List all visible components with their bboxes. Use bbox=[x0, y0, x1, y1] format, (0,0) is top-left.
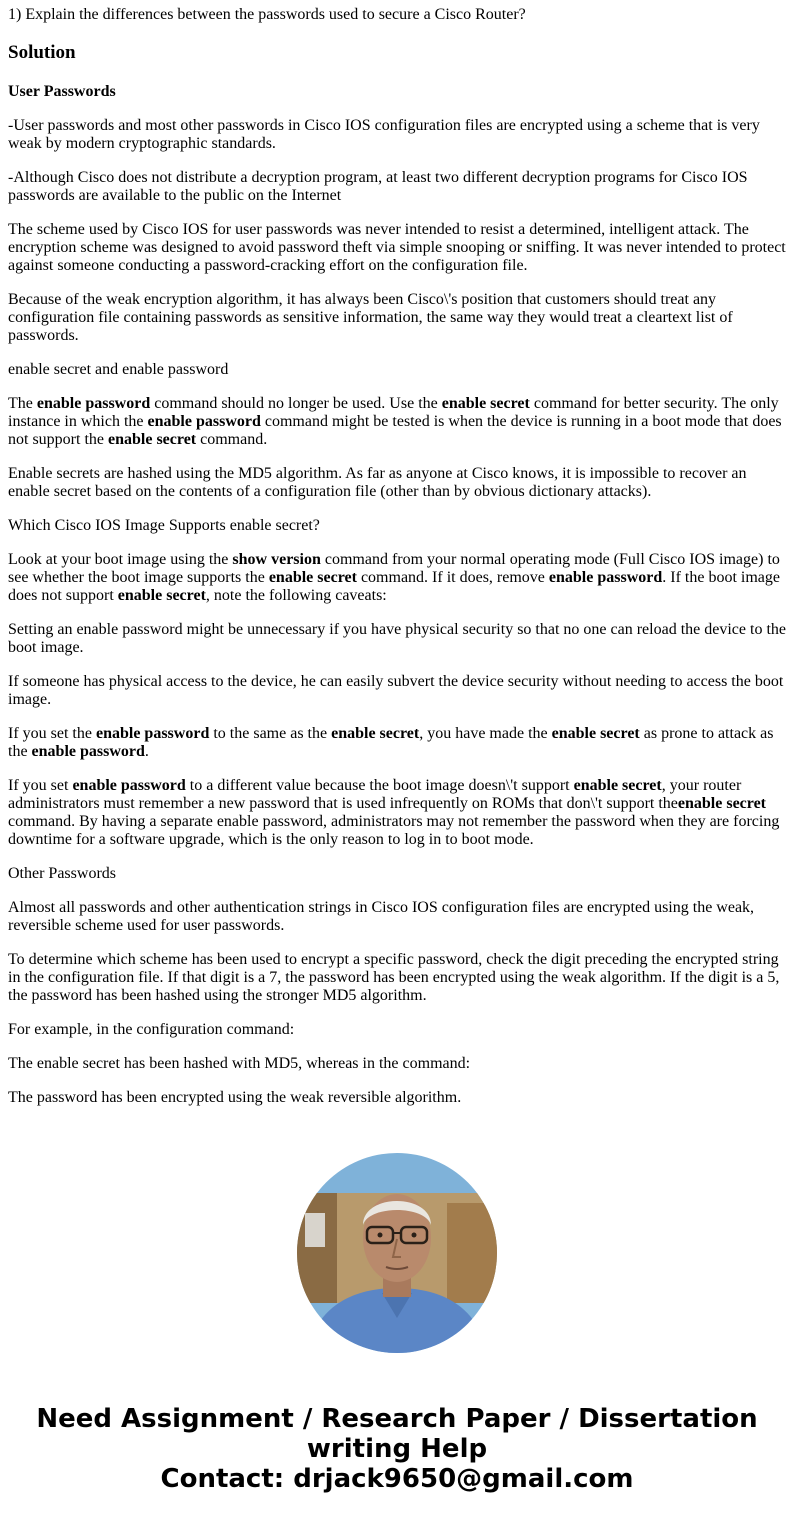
solution-heading: Solution bbox=[8, 42, 76, 63]
paragraph-enable-password-usage: The enable password command should no longer be used. Use the enable secret command for better security. The only instance in which the enable password command might be tested is when the device is running in a boot mode that does not support the enable secret command. bbox=[8, 395, 782, 448]
wall-switch bbox=[305, 1213, 325, 1247]
paragraph-show-version: Look at your boot image using the show version command from your normal operating mode (Full Cisco IOS image) to see whether the boot image supports the enable secret command. If it does, remove enable password. If the boot image does not support enable secret, note the following caveats: bbox=[8, 551, 781, 604]
promo-line-1: Need Assignment / Research Paper / Dissertation bbox=[36, 1404, 758, 1434]
other-passwords-heading: Other Passwords bbox=[8, 865, 116, 882]
promo-line-2: writing Help bbox=[306, 1434, 488, 1464]
paragraph-physical-security: Setting an enable password might be unnecessary if you have physical security so that no one can reload the device to the boot image. bbox=[8, 621, 786, 656]
author-avatar bbox=[297, 1153, 497, 1353]
paragraph-weak-encryption: -User passwords and most other passwords in Cisco IOS configuration files are encrypted using a scheme that is very weak by modern cryptographic standards. bbox=[8, 117, 760, 152]
paragraph-different-password: If you set enable password to a different value because the boot image doesn\'t support enable secret, your router administrators must remember a new password that is used infrequently on ROMs that don\'t support theenable secret command. By having a separate enable password, administrators may not remember the password when they are forcing downtime for a software upgrade, which is the only reason to log in to boot mode. bbox=[8, 777, 780, 848]
paragraph-decryption-programs: -Although Cisco does not distribute a decryption program, at least two different decryption programs for Cisco IOS passwords are available to the public on the Internet bbox=[8, 169, 748, 204]
enable-section-heading: enable secret and enable password bbox=[8, 361, 229, 378]
paragraph-same-password: If you set the enable password to the same as the enable secret, you have made the enable secret as prone to attack as the enable password. bbox=[8, 725, 774, 760]
article bbox=[8, 6, 788, 1123]
promo-contact: Contact: drjack9650@gmail.com bbox=[160, 1464, 634, 1494]
paragraph-other-passwords: Almost all passwords and other authentication strings in Cisco IOS configuration files are encrypted using the weak, reversible scheme used for user passwords. bbox=[8, 899, 755, 934]
paragraph-weak-example: The password has been encrypted using the weak reversible algorithm. bbox=[8, 1089, 462, 1106]
user-passwords-heading: User Passwords bbox=[8, 83, 116, 100]
background-door bbox=[297, 1193, 337, 1303]
right-eye bbox=[412, 1233, 417, 1238]
paragraph-digit-scheme: To determine which scheme has been used to encrypt a specific password, check the digit preceding the encrypted string in the configuration file. If that digit is a 7, the password has been encrypted using the weak algorithm. If the digit is a 5, the password has been hashed using the stronger MD5 algorithm. bbox=[8, 951, 780, 1004]
portrait-photo bbox=[297, 1153, 497, 1353]
paragraph-scheme-intent: The scheme used by Cisco IOS for user passwords was never intended to resist a determined, intelligent attack. The encryption scheme was designed to avoid password theft via simple snooping or sniffing. It was never intended to protect against someone conducting a password-cracking effort on the configuration file. bbox=[8, 221, 786, 274]
left-eye bbox=[378, 1233, 383, 1238]
background-panel bbox=[447, 1203, 497, 1303]
paragraph-sensitive-info: Because of the weak encryption algorithm, it has always been Cisco\'s position that customers should treat any configuration file containing passwords as sensitive information, the same way they would treat a cleartext list of passwords. bbox=[8, 291, 733, 344]
promo-banner bbox=[0, 1404, 794, 1494]
question-text: 1) Explain the differences between the passwords used to secure a Cisco Router? bbox=[8, 6, 526, 23]
paragraph-md5-hashing: Enable secrets are hashed using the MD5 algorithm. As far as anyone at Cisco knows, it is impossible to recover an enable secret based on the contents of a configuration file (other than by obvious dictionary attacks). bbox=[8, 465, 747, 500]
paragraph-physical-access: If someone has physical access to the device, he can easily subvert the device security without needing to access the boot image. bbox=[8, 673, 784, 708]
image-support-heading: Which Cisco IOS Image Supports enable secret? bbox=[8, 517, 320, 534]
paragraph-example-intro: For example, in the configuration command: bbox=[8, 1021, 295, 1038]
paragraph-md5-example: The enable secret has been hashed with MD5, whereas in the command: bbox=[8, 1055, 471, 1072]
